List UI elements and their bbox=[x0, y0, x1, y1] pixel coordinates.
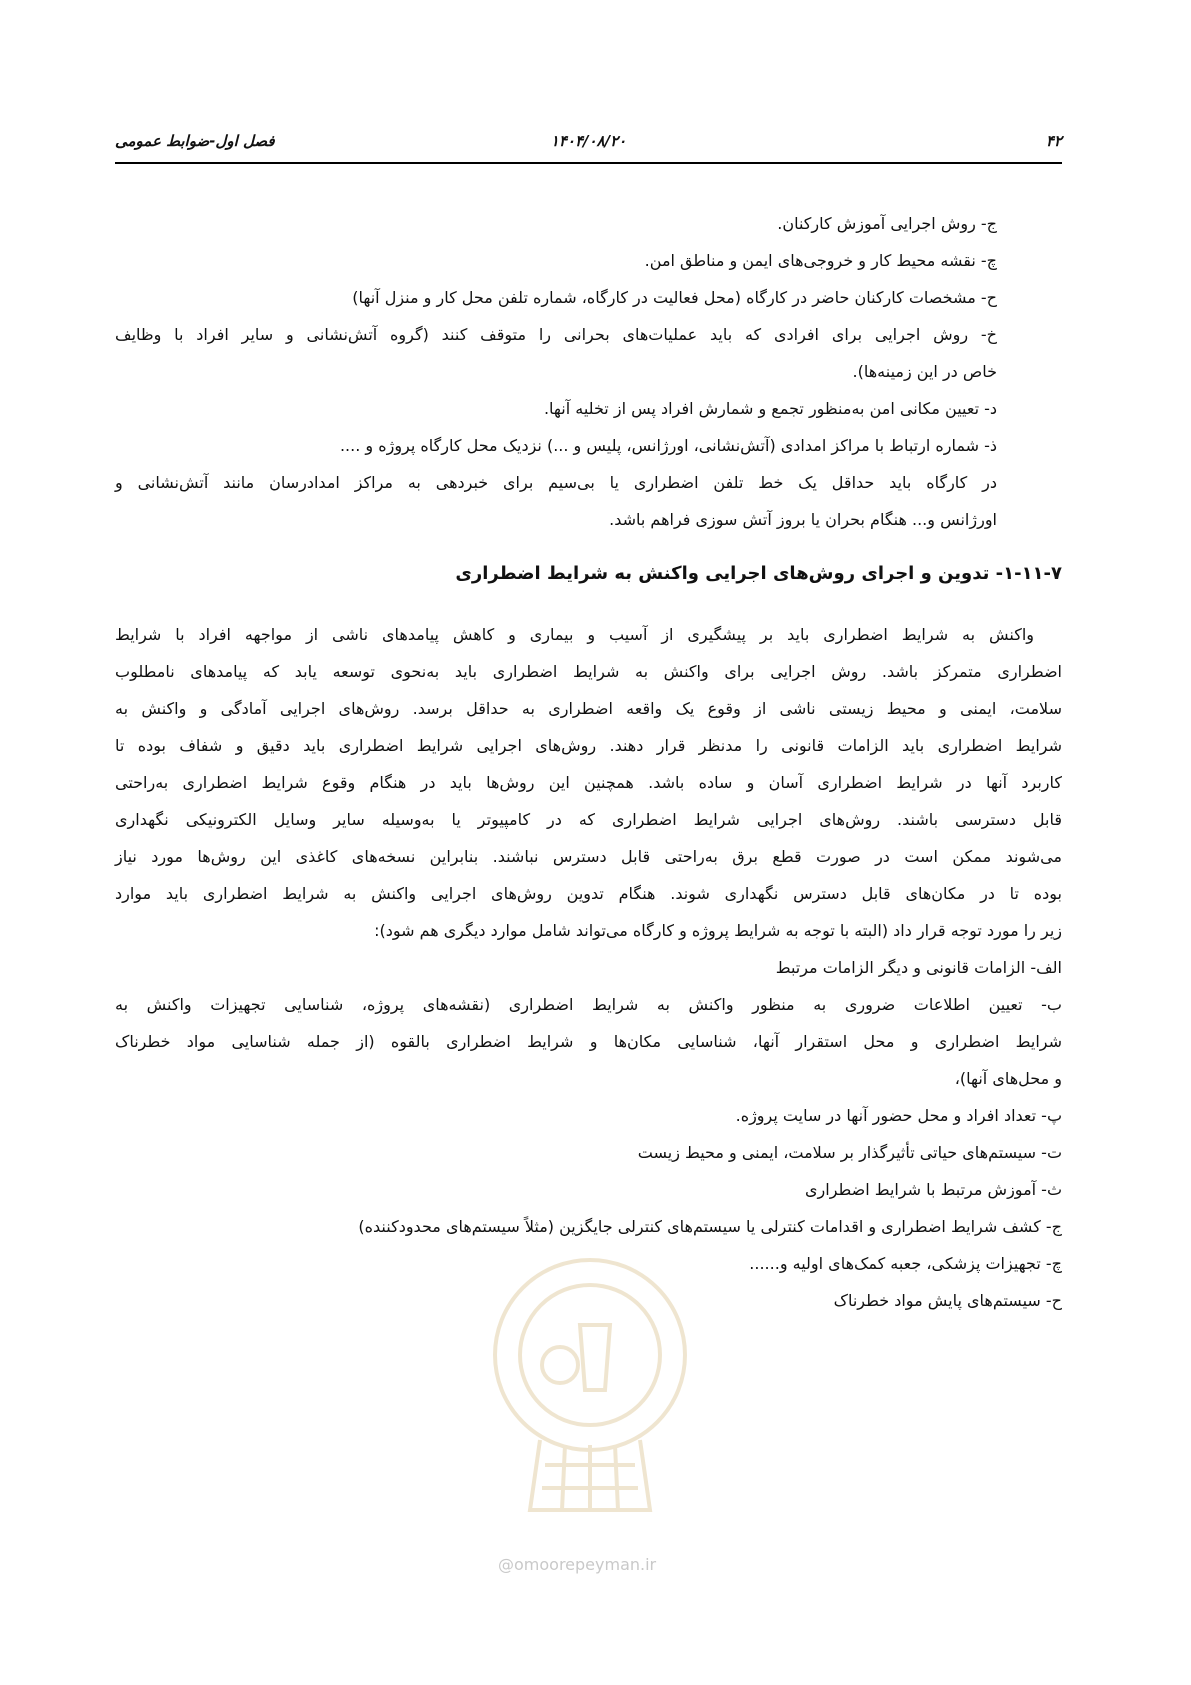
list-item: خ- روش اجرایی برای افرادی که باید عملیات‌های بحرانی را متوقف کنند (گروه آتش‌نشانی و سایر افراد با وظایف bbox=[115, 325, 997, 344]
page-number: ۴۲ bbox=[1045, 132, 1062, 150]
list-item: پ- تعداد افراد و محل حضور آنها در سایت پروژه. bbox=[735, 1106, 1062, 1125]
header-divider bbox=[115, 162, 1062, 164]
text-line: در کارگاه باید حداقل یک خط تلفن اضطراری یا بی‌سیم برای خبردهی به مراکز امدادرسان مانند آتش‌نشانی و bbox=[115, 473, 997, 492]
text-line: اورژانس و... هنگام بحران یا بروز آتش سوزی فراهم باشد. bbox=[609, 510, 997, 529]
chapter-title: فصل اول-ضوابط عمومی bbox=[115, 132, 275, 150]
paragraph-line: بوده تا در مکان‌های قابل دسترس نگهداری شوند. هنگام تدوین روش‌های اجرایی واکنش به شرایط اضطراری باید موارد bbox=[115, 884, 1062, 903]
paragraph-line: می‌شوند ممکن است در صورت قطع برق به‌راحتی قابل دسترس نباشند. بنابراین نسخه‌های کاغذی این روش‌ها مورد نیاز bbox=[115, 847, 1062, 866]
header-date: ۱۴۰۴/۰۸/۲۰ bbox=[550, 132, 627, 150]
list-item: ب- تعیین اطلاعات ضروری به منظور واکنش به شرایط اضطراری (نقشه‌های پروژه، شناسایی تجهیزات واکنش به bbox=[115, 995, 1062, 1014]
list-item: د- تعیین مکانی امن به‌منظور تجمع و شمارش افراد پس از تخلیه آنها. bbox=[543, 399, 997, 418]
watermark-seal-icon bbox=[470, 1240, 710, 1530]
list-item-continuation: و محل‌های آنها)، bbox=[954, 1069, 1062, 1088]
list-item: چ- نقشه محیط کار و خروجی‌های ایمن و مناطق امن. bbox=[644, 251, 997, 270]
list-item: ث- آموزش مرتبط با شرایط اضطراری bbox=[805, 1180, 1062, 1199]
list-item: ح- سیستم‌های پایش مواد خطرناک bbox=[833, 1291, 1062, 1310]
list-item: ت- سیستم‌های حیاتی تأثیرگذار بر سلامت، ایمنی و محیط زیست bbox=[637, 1143, 1062, 1162]
paragraph-line: قابل دسترسی باشند. روش‌های اجرایی شرایط اضطراری که در کامپیوتر یا به‌وسیله سایر وسایل الکترونیکی نگهداری bbox=[115, 810, 1062, 829]
paragraph-line: اضطراری متمرکز باشد. روش اجرایی برای واکنش به شرایط اضطراری باید به‌نحوی توسعه یابد که پیامدهای نامطلوب bbox=[115, 662, 1062, 681]
watermark-text: @omoorepeyman.ir bbox=[498, 1555, 657, 1574]
paragraph-line: شرایط اضطراری باید الزامات قانونی را مدنظر قرار دهند. روش‌های اجرایی شرایط اضطراری باید دقیق و شفاف بوده تا bbox=[115, 736, 1062, 755]
list-item: ح- مشخصات کارکنان حاضر در کارگاه (محل فعالیت در کارگاه، شماره تلفن محل کار و منزل آنها) bbox=[352, 288, 997, 307]
paragraph-line: واکنش به شرایط اضطراری باید بر پیشگیری از آسیب و بیماری و کاهش پیامدهای ناشی از مواجهه افراد با شرایط bbox=[115, 625, 1034, 644]
list-item: ج- کشف شرایط اضطراری و اقدامات کنترلی یا سیستم‌های کنترلی جایگزین (مثلاً سیستم‌های محدودکننده) bbox=[358, 1217, 1062, 1236]
paragraph-line: کاربرد آنها در شرایط اضطراری آسان و ساده باشد. همچنین این روش‌ها باید در هنگام وقوع شرایط اضطراری به‌راحتی bbox=[115, 773, 1062, 792]
list-item: الف- الزامات قانونی و دیگر الزامات مرتبط bbox=[775, 958, 1062, 977]
paragraph-line: سلامت، ایمنی و محیط زیستی ناشی از وقوع یک واقعه اضطراری به حداقل برسد. روش‌های اجرایی آمادگی و واکنش به bbox=[115, 699, 1062, 718]
list-item: چ- تجهیزات پزشکی، جعبه کمک‌های اولیه و...... bbox=[749, 1254, 1062, 1273]
section-heading: ۱-۱۱-۷- تدوین و اجرای روش‌های اجرایی واکنش به شرایط اضطراری bbox=[455, 563, 1062, 584]
paragraph-line: زیر را مورد توجه قرار داد (البته با توجه به شرایط پروژه و کارگاه می‌تواند شامل موارد دیگری هم شود): bbox=[374, 921, 1062, 940]
list-item: ج- روش اجرایی آموزش کارکنان. bbox=[777, 214, 997, 233]
list-item: ذ- شماره ارتباط با مراکز امدادی (آتش‌نشانی، اورژانس، پلیس و ...) نزدیک محل کارگاه پروژه و .... bbox=[339, 436, 997, 455]
page-header bbox=[115, 128, 1062, 154]
list-item-continuation: شرایط اضطراری و محل استقرار آنها، شناسایی مکان‌ها و شرایط اضطراری بالقوه (از جمله شناسایی مواد خطرناک bbox=[115, 1032, 1062, 1051]
list-item-continuation: خاص در این زمینه‌ها). bbox=[852, 362, 997, 381]
